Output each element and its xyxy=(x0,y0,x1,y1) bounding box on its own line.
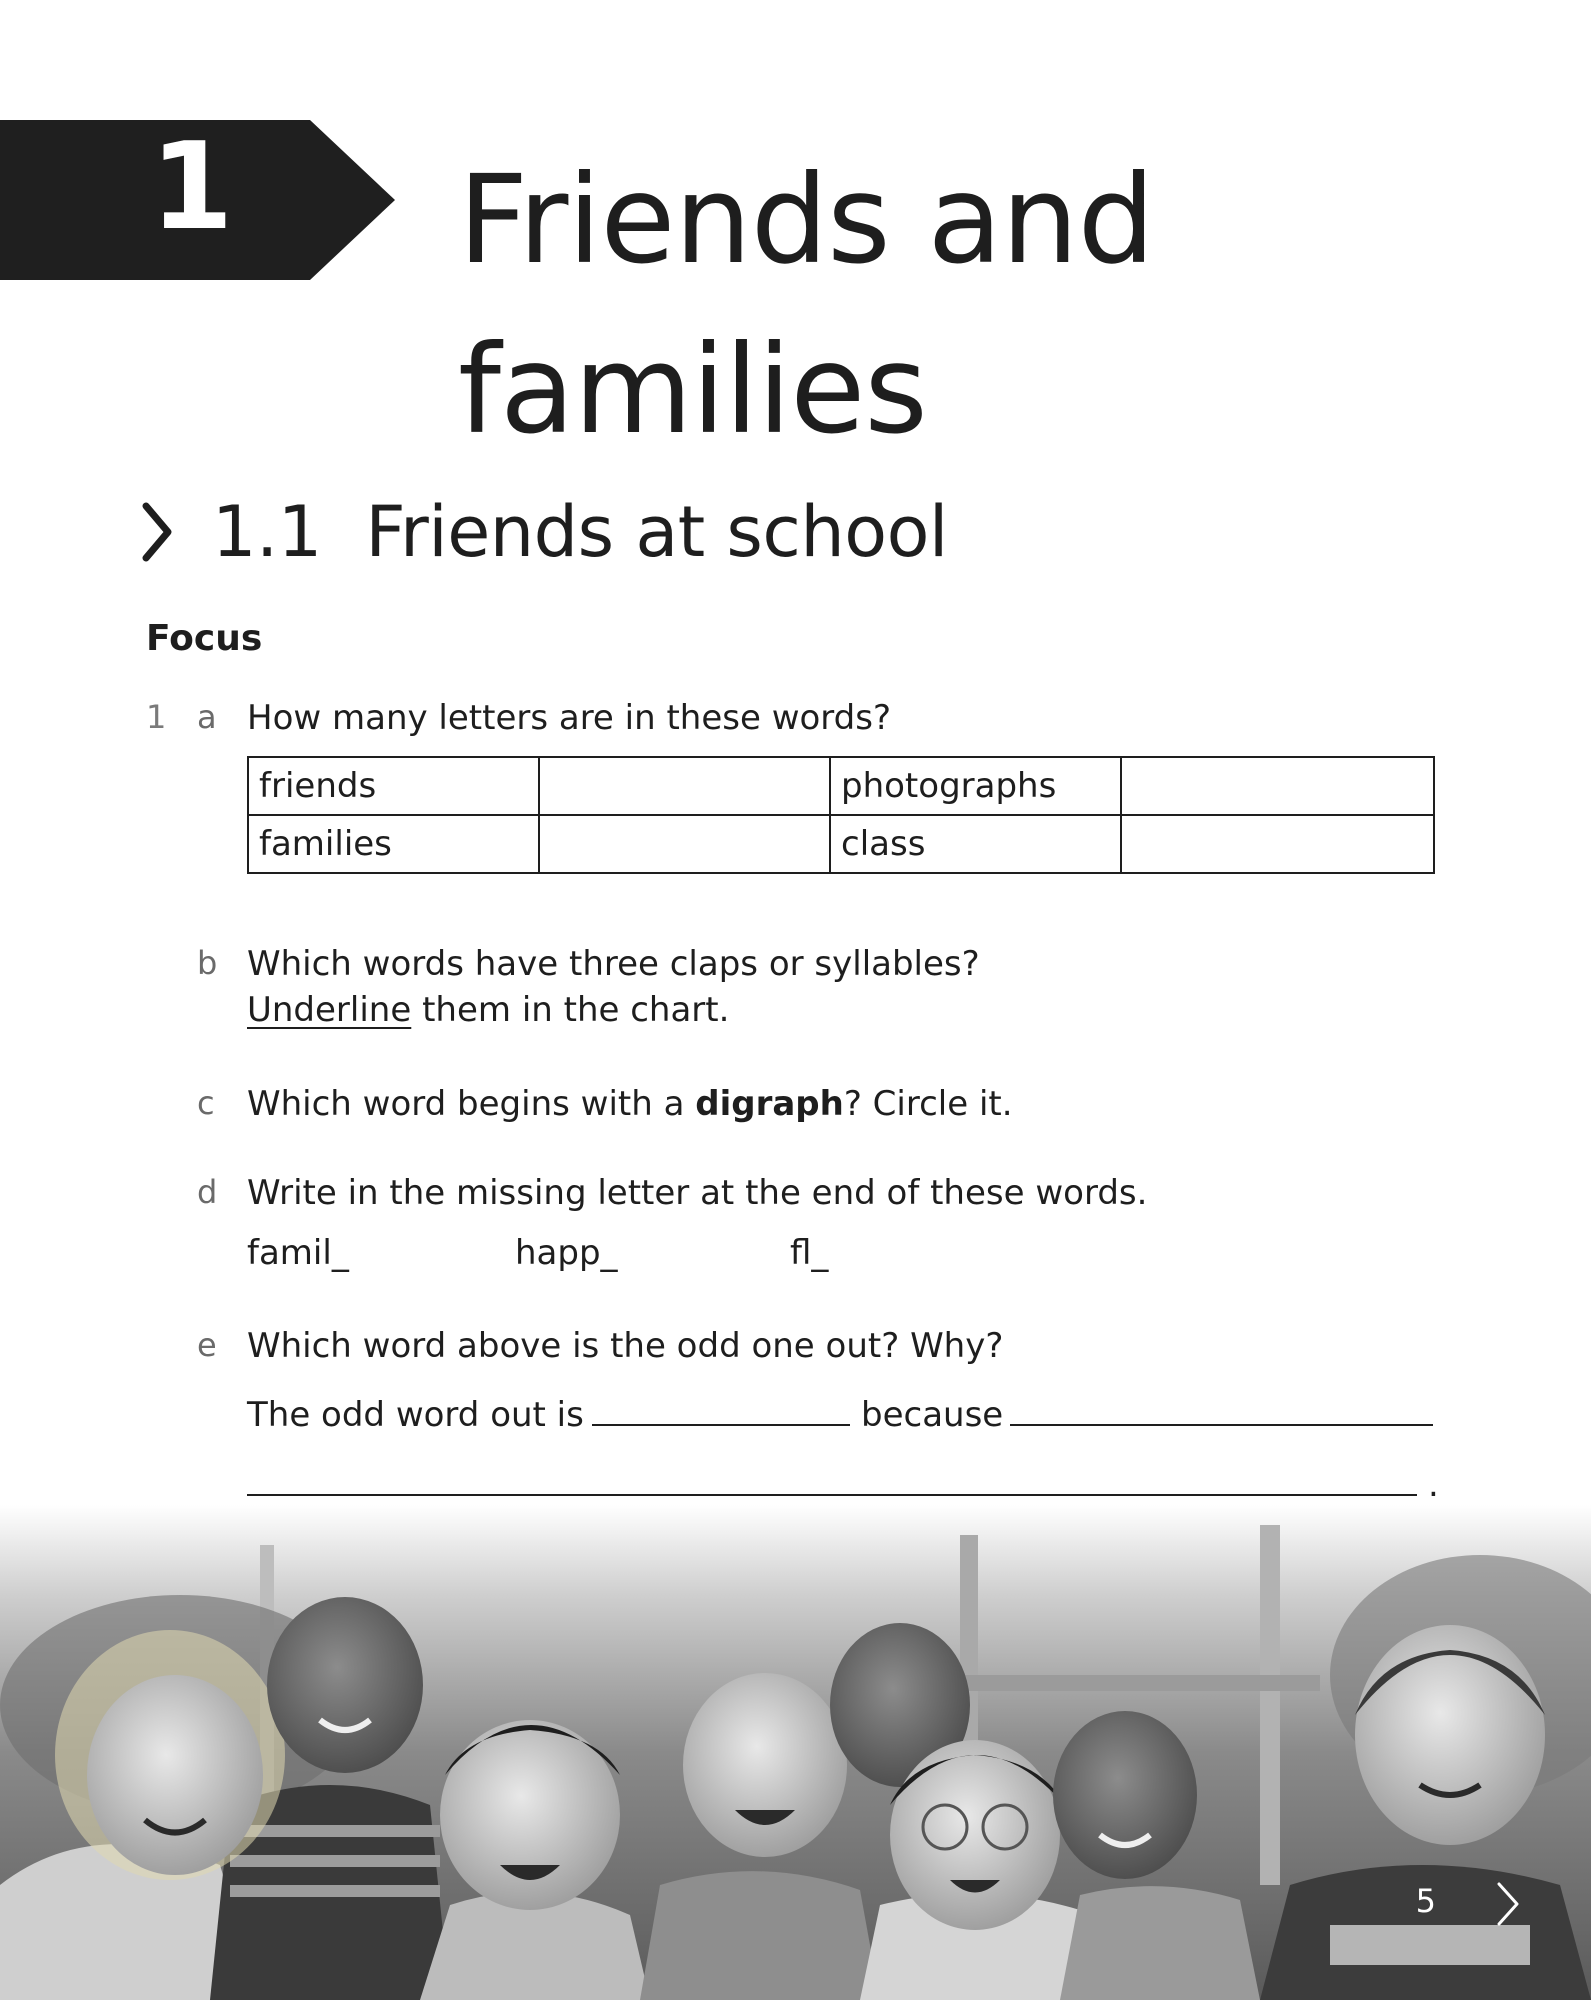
children-photo xyxy=(0,1505,1591,2000)
question-letter-d: d xyxy=(197,1173,218,1211)
question-number: 1 xyxy=(146,698,167,736)
end-period: . xyxy=(1428,1465,1439,1505)
question-letter-a: a xyxy=(197,698,217,736)
question-e-text: Which word above is the odd one out? Why? xyxy=(247,1326,1004,1366)
digraph-term: digraph xyxy=(695,1084,844,1124)
answer-line-reason-2[interactable] xyxy=(247,1494,1417,1496)
question-letter-e: e xyxy=(197,1326,217,1364)
chapter-number: 1 xyxy=(150,118,234,257)
word-fl: fl_ xyxy=(790,1233,829,1273)
table-row xyxy=(248,815,1434,873)
question-d-text: Write in the missing letter at the end of these words. xyxy=(247,1173,1148,1213)
table-cell-word: class xyxy=(830,815,1121,873)
table-cell-answer[interactable] xyxy=(539,815,830,873)
underline-word: Underline xyxy=(247,990,412,1030)
question-b-line2-rest: them in the chart. xyxy=(411,990,730,1030)
word-famil: famil_ xyxy=(247,1233,349,1273)
answer-line-word[interactable] xyxy=(592,1424,850,1426)
question-letter-c: c xyxy=(197,1084,215,1122)
table-row xyxy=(248,757,1434,815)
question-c-text xyxy=(247,1081,1013,1127)
question-b-line1: Which words have three claps or syllables? xyxy=(247,944,980,984)
chevron-right-icon xyxy=(140,500,174,564)
table-cell-answer[interactable] xyxy=(1121,815,1434,873)
section-number: 1.1 xyxy=(212,491,322,573)
chapter-title: Friends and families xyxy=(458,149,1155,461)
question-b-line2 xyxy=(247,987,729,1033)
table-cell-answer[interactable] xyxy=(1121,757,1434,815)
question-letter-b: b xyxy=(197,944,218,982)
table-cell-word: friends xyxy=(248,757,539,815)
focus-label: Focus xyxy=(146,618,263,659)
page-number: 5 xyxy=(1415,1882,1436,1920)
section-title: Friends at school xyxy=(365,491,948,573)
question-c-before: Which word begins with a xyxy=(247,1084,696,1124)
answer-prefix: The odd word out is xyxy=(247,1395,584,1435)
section-heading xyxy=(212,490,948,574)
chevron-right-icon[interactable] xyxy=(1495,1880,1521,1928)
answer-because: because xyxy=(861,1395,1004,1435)
word-happ: happ_ xyxy=(515,1233,618,1273)
answer-line-reason[interactable] xyxy=(1010,1424,1433,1426)
question-c-after: ? Circle it. xyxy=(843,1084,1013,1124)
question-a-text: How many letters are in these words? xyxy=(247,698,892,738)
table-cell-answer[interactable] xyxy=(539,757,830,815)
letters-table xyxy=(247,756,1435,874)
table-cell-word: photographs xyxy=(830,757,1121,815)
table-cell-word: families xyxy=(248,815,539,873)
